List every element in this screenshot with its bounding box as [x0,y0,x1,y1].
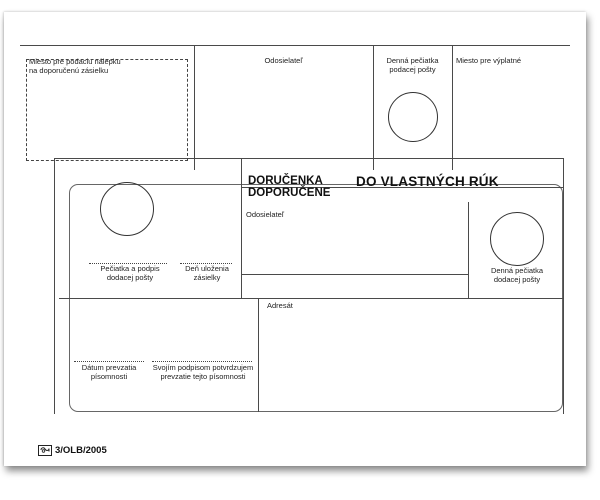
title-big: DO VLASTNÝCH RÚK [356,174,499,189]
sender-bottom-line [241,274,468,275]
delivery-sign-circle [100,182,154,236]
return-receipt-form [4,12,586,466]
top-border-line [20,45,570,46]
delivery-stamp-circle [490,212,544,266]
middle-divider-line [59,298,563,299]
left-outer-line [54,158,55,414]
payment-area-label: Miesto pre výplatné [456,56,522,65]
title-line1: DORUČENKA [248,175,323,187]
sender-inner-label: Odosielateľ [246,210,285,219]
signature-label: Svojím podpisom potvrdzujem prevzatie tejto písomnosti [152,363,254,381]
posting-stamp-label: Denná pečiatka podacej pošty [386,56,439,74]
right-outer-line [563,158,564,414]
form-code-block [38,444,107,456]
divider-center-right [468,202,469,298]
receipt-date-dotted-line [74,361,144,362]
receipt-date-label: Dátum prevzatia písomnosti [81,363,137,381]
sticker-area-label: Miesto pre podaciu nálepku na doporučenú zásielku [29,57,121,75]
post-horn-icon [38,445,52,456]
delivery-stamp-label: Denná pečiatka dodacej pošty [490,266,544,284]
title-line2: DOPORUČENE [248,187,331,199]
storage-day-label: Deň uloženia zásielky [185,264,229,282]
divider-stamp-payment [452,45,453,170]
divider-bottom-left-right [258,298,259,412]
addressee-label: Adresát [267,301,293,310]
sender-top-label: Odosielateľ [264,56,303,65]
posting-stamp-circle [388,92,438,142]
form-code: 3/OLB/2005 [55,444,107,456]
signature-dotted-line [152,361,252,362]
divider-left-center [241,158,242,298]
stamp-sign-label: Pečiatka a podpis dodacej pošty [100,264,160,282]
